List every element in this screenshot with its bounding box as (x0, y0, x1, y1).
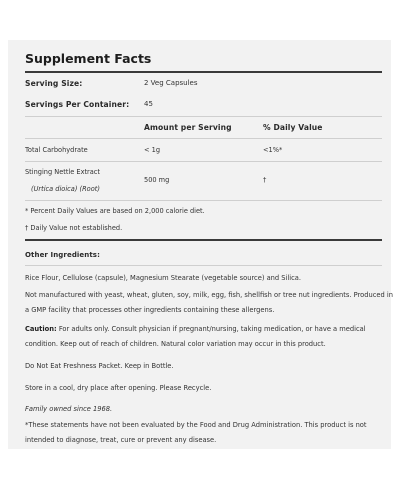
servings-per-container-value: 45 (144, 100, 153, 108)
amount-per-serving-header: Amount per Serving (144, 123, 232, 132)
serving-size-label: Serving Size: (25, 79, 83, 88)
freshness-packet-note: Do Not Eat Freshness Packet. Keep in Bottle. (25, 362, 174, 370)
ingredient-amount: 500 mg (144, 176, 170, 184)
ingredient-name: Stinging Nettle Extract (25, 168, 101, 176)
row-divider (25, 161, 382, 162)
storage-note: Store in a cool, dry place after opening. Please Recycle. (25, 384, 212, 392)
ingredient-daily-value: † (263, 176, 267, 184)
allergen-statement: Not manufactured with yeast, wheat, gluten, soy, milk, egg, fish, shellfish or tree nut ingredients. Produced in a GMP facility that processes other ingredients containing these allergens. (25, 291, 394, 314)
dagger-footnote: † Daily Value not established. (25, 224, 123, 232)
nutrient-amount: < 1g (144, 146, 161, 154)
serving-size-value: 2 Veg Capsules (144, 79, 198, 87)
facts-bottom-divider (25, 239, 382, 241)
ingredients-list: Rice Flour, Cellulose (capsule), Magnesium Stearate (vegetable source) and Silica. (25, 274, 302, 282)
other-ingredients-heading: Other Ingredients: (25, 251, 100, 259)
nutrient-daily-value: <1%* (263, 146, 283, 154)
ingredient-subname: (Urtica dioica) (Root) (31, 185, 100, 193)
page-title: Supplement Facts (25, 51, 152, 66)
family-owned-note: Family owned since 1968. (25, 405, 113, 413)
serving-divider (25, 116, 382, 117)
fda-disclaimer: *These statements have not been evaluated by the Food and Drug Administration. This product is not intended to diagnose, treat, cure or prevent any disease. (25, 421, 367, 444)
title-divider (25, 71, 382, 73)
header-divider (25, 138, 382, 139)
servings-per-container-label: Servings Per Container: (25, 100, 130, 109)
percent-dv-footnote: * Percent Daily Values are based on 2,000 calorie diet. (25, 207, 205, 215)
daily-value-header: % Daily Value (263, 123, 323, 132)
other-ingredients-divider (25, 265, 382, 266)
nutrient-name: Total Carbohydrate (25, 146, 88, 154)
footnote-divider (25, 200, 382, 201)
caution-statement: Caution: For adults only. Consult physician if pregnant/nursing, taking medication, or have a medical condition. Keep out of reach of children. Natural color variation may occur in this product. (25, 325, 366, 348)
